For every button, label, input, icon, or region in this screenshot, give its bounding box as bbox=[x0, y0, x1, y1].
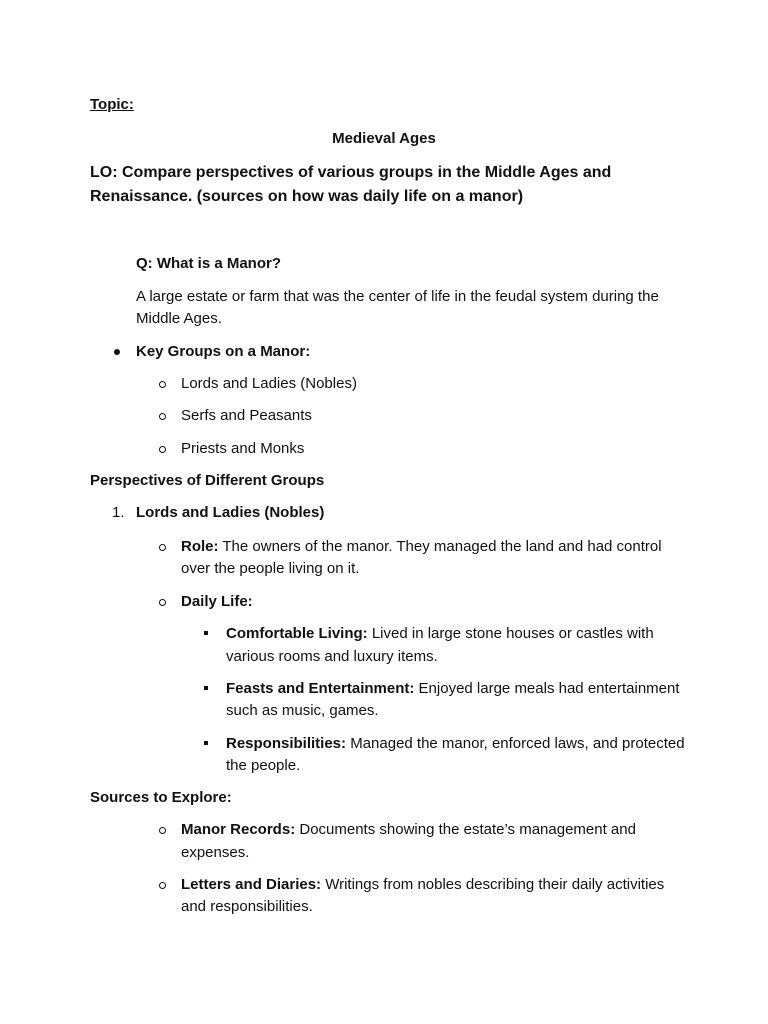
source-item-text: Writings from nobles describing their daily activities bbox=[321, 876, 665, 893]
source-item-line-1 bbox=[181, 874, 664, 896]
circle-bullet-icon bbox=[159, 599, 166, 606]
role-label: Role: bbox=[181, 538, 219, 555]
question: Q: What is a Manor? bbox=[136, 255, 282, 272]
daily-life-label: Daily Life: bbox=[181, 593, 253, 610]
answer-line-2: Middle Ages. bbox=[136, 310, 222, 327]
daily-item-line-2: the people. bbox=[226, 757, 301, 774]
daily-item-label: Responsibilities: bbox=[226, 735, 347, 752]
key-group-item: Serfs and Peasants bbox=[181, 407, 312, 424]
topic-label: Topic: bbox=[90, 96, 134, 113]
circle-bullet-icon bbox=[159, 381, 166, 388]
lo-line-2: Renaissance. (sources on how was daily life on a manor) bbox=[90, 188, 524, 205]
answer-line-1: A large estate or farm that was the center of life in the feudal system during the bbox=[136, 288, 659, 305]
key-group-item: Lords and Ladies (Nobles) bbox=[181, 375, 357, 392]
square-bullet-icon bbox=[204, 631, 208, 635]
role-line-1 bbox=[181, 536, 662, 558]
circle-bullet-icon bbox=[159, 544, 166, 551]
square-bullet-icon bbox=[204, 741, 208, 745]
source-item-line-2: expenses. bbox=[181, 844, 250, 861]
square-bullet-icon bbox=[204, 686, 208, 690]
daily-item-text: Managed the manor, enforced laws, and protected bbox=[346, 735, 685, 752]
lo-line-1: LO: Compare perspectives of various groups in the Middle Ages and bbox=[90, 164, 612, 181]
daily-item-line-2: such as music, games. bbox=[226, 702, 379, 719]
group-title: Lords and Ladies (Nobles) bbox=[136, 504, 325, 521]
daily-item-text: Enjoyed large meals had entertainment bbox=[414, 680, 680, 697]
source-item-label: Letters and Diaries: bbox=[181, 876, 322, 893]
daily-item-line-1 bbox=[226, 678, 680, 700]
daily-item-line-1 bbox=[226, 733, 685, 755]
source-item-line-1 bbox=[181, 819, 636, 841]
circle-bullet-icon bbox=[159, 446, 166, 453]
source-item-text: Documents showing the estate’s management and bbox=[295, 821, 636, 838]
daily-item-line-1 bbox=[226, 623, 654, 645]
key-groups-heading: Key Groups on a Manor: bbox=[136, 343, 311, 360]
role-line-2: over the people living on it. bbox=[181, 560, 360, 577]
page-title: Medieval Ages bbox=[332, 130, 436, 147]
daily-item-label: Comfortable Living: bbox=[226, 625, 368, 642]
key-group-item: Priests and Monks bbox=[181, 440, 305, 457]
source-item-label: Manor Records: bbox=[181, 821, 296, 838]
daily-item-text: Lived in large stone houses or castles with bbox=[367, 625, 654, 642]
role-text: The owners of the manor. They managed the land and had control bbox=[218, 538, 662, 555]
sources-heading: Sources to Explore: bbox=[90, 789, 232, 806]
source-item-line-2: and responsibilities. bbox=[181, 898, 313, 915]
daily-item-label: Feasts and Entertainment: bbox=[226, 680, 415, 697]
circle-bullet-icon bbox=[159, 413, 166, 420]
daily-item-line-2: various rooms and luxury items. bbox=[226, 648, 438, 665]
circle-bullet-icon bbox=[159, 827, 166, 834]
circle-bullet-icon bbox=[159, 882, 166, 889]
bullet-dot-icon bbox=[114, 349, 120, 355]
list-number: 1. bbox=[112, 504, 125, 521]
perspectives-heading: Perspectives of Different Groups bbox=[90, 472, 325, 489]
